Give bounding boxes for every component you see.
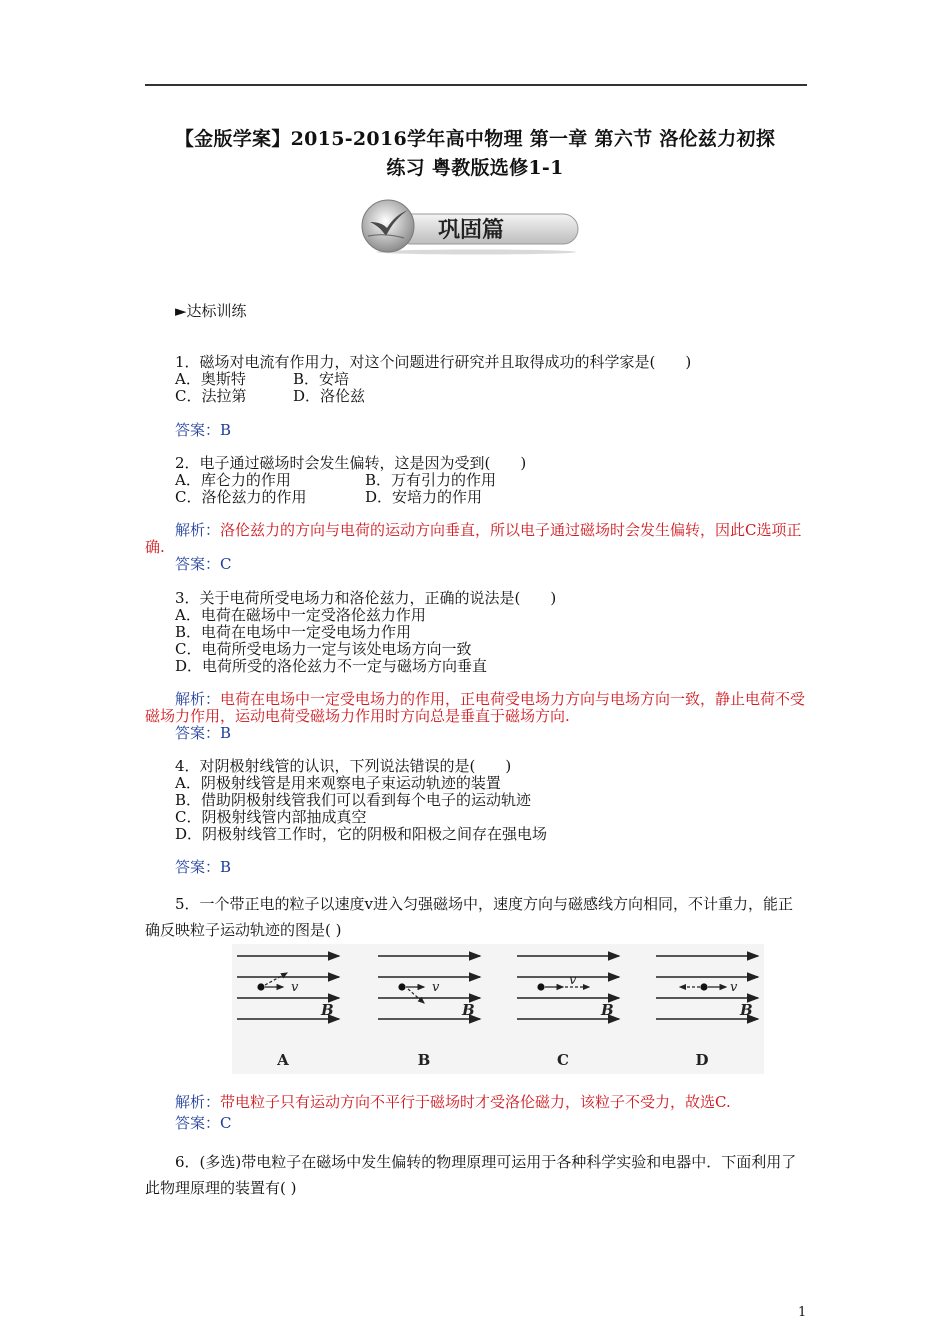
figure-label-d: D bbox=[695, 1051, 709, 1069]
q1-option-d: D．洛伦兹 bbox=[293, 387, 366, 405]
q2-analysis-label: 解析： bbox=[175, 521, 221, 539]
field-b-label: B bbox=[601, 1001, 614, 1019]
particle-dot bbox=[537, 983, 544, 990]
q2-option-c: C．洛伦兹力的作用 bbox=[175, 488, 307, 506]
q2-answer: 答案：C bbox=[175, 555, 232, 573]
q3-option-c: C．电荷所受电场力一定与该处电场方向一致 bbox=[175, 640, 472, 658]
q1-options-ab bbox=[175, 371, 349, 388]
q3-option-d: D．电荷所受的洛伦兹力不一定与磁场方向垂直 bbox=[175, 657, 488, 675]
q2-stem: 2．电子通过磁场时会发生偏转，这是因为受到( ) bbox=[175, 454, 527, 472]
field-b-label: B bbox=[321, 1001, 334, 1019]
q3-stem: 3．关于电荷所受电场力和洛伦兹力，正确的说法是( ) bbox=[175, 589, 557, 607]
velocity-label: v bbox=[432, 980, 440, 995]
q5-analysis bbox=[145, 1094, 807, 1111]
q3-analysis-label: 解析： bbox=[175, 690, 221, 708]
velocity-label: v bbox=[291, 980, 299, 995]
section-heading: ►达标训练 bbox=[175, 302, 247, 320]
q1-stem: 1．磁场对电流有作用力，对这个问题进行研究并且取得成功的科学家是( ) bbox=[175, 353, 692, 371]
consolidation-banner bbox=[356, 196, 582, 256]
q2-analysis bbox=[145, 522, 807, 556]
figure-label-a: A bbox=[277, 1051, 289, 1069]
field-b-label: B bbox=[740, 1001, 753, 1019]
q2-option-a: A．库仑力的作用 bbox=[175, 471, 291, 489]
q5-answer: 答案：C bbox=[175, 1114, 232, 1132]
q2-option-d: D．安培力的作用 bbox=[365, 488, 483, 506]
q1-option-c: C．法拉第 bbox=[175, 387, 247, 405]
page-number: 1 bbox=[798, 1305, 807, 1320]
velocity-label: v bbox=[730, 980, 738, 995]
q5-figure-set bbox=[232, 944, 764, 1074]
page-title-line1: 【金版学案】2015-2016学年高中物理 第一章 第六节 洛伦兹力初探 bbox=[174, 128, 776, 150]
q4-option-c: C．阴极射线管内部抽成真空 bbox=[175, 808, 367, 826]
q1-option-a: A．奥斯特 bbox=[175, 370, 246, 388]
banner-text: 巩固篇 bbox=[438, 217, 505, 243]
page-title-line2: 练习 粤教版选修1-1 bbox=[386, 157, 564, 179]
q1-answer: 答案：B bbox=[175, 421, 232, 439]
q3-option-a: A．电荷在磁场中一定受洛伦兹力作用 bbox=[175, 606, 426, 624]
figure-label-c: C bbox=[557, 1051, 569, 1069]
q1-option-b: B．安培 bbox=[293, 370, 350, 388]
q2-option-b: B．万有引力的作用 bbox=[365, 471, 497, 489]
q4-stem: 4．对阴极射线管的认识，下列说法错误的是( ) bbox=[175, 757, 512, 775]
q2-options-ab bbox=[175, 472, 496, 489]
q4-answer: 答案：B bbox=[175, 858, 232, 876]
q3-analysis-text: 电荷在电场中一定受电场力的作用，正电荷受电场力方向与电场方向一致，静止电荷不受磁场力作用，运动电荷受磁场力作用时方向总是垂直于磁场方向. bbox=[145, 690, 806, 725]
q3-option-b: B．电荷在电场中一定受电场力作用 bbox=[175, 623, 412, 641]
q4-option-b: B．借助阴极射线管我们可以看到每个电子的运动轨迹 bbox=[175, 791, 532, 809]
q5-analysis-label: 解析： bbox=[175, 1093, 221, 1111]
q1-options-cd bbox=[175, 388, 365, 405]
particle-dot bbox=[257, 983, 264, 990]
q4-option-d: D．阴极射线管工作时，它的阴极和阳极之间存在强电场 bbox=[175, 825, 548, 843]
q5-analysis-text: 带电粒子只有运动方向不平行于磁场时才受洛伦磁力，该粒子不受力，故选C. bbox=[220, 1093, 731, 1111]
q3-answer: 答案：B bbox=[175, 724, 232, 742]
q3-analysis bbox=[145, 691, 807, 725]
field-b-label: B bbox=[462, 1001, 475, 1019]
particle-dot bbox=[398, 983, 405, 990]
q6-stem: 6．(多选)带电粒子在磁场中发生偏转的物理原理可运用于各种科学实验和电器中．下面利用了此物理原理的装置有( ) bbox=[145, 1153, 797, 1197]
velocity-label: v bbox=[569, 973, 577, 988]
q5-stem: 5．一个带正电的粒子以速度v进入匀强磁场中，速度方向与磁感线方向相同，不计重力，能正确反映粒子运动轨迹的图是( ) bbox=[145, 895, 794, 939]
q4-option-a: A．阴极射线管是用来观察电子束运动轨迹的装置 bbox=[175, 774, 501, 792]
particle-dot bbox=[700, 983, 707, 990]
q2-options-cd bbox=[175, 489, 482, 506]
figure-label-b: B bbox=[417, 1051, 431, 1069]
q2-analysis-text: 洛伦兹力的方向与电荷的运动方向垂直，所以电子通过磁场时会发生偏转，因此C选项正确. bbox=[145, 521, 802, 556]
header-rule bbox=[145, 84, 807, 86]
